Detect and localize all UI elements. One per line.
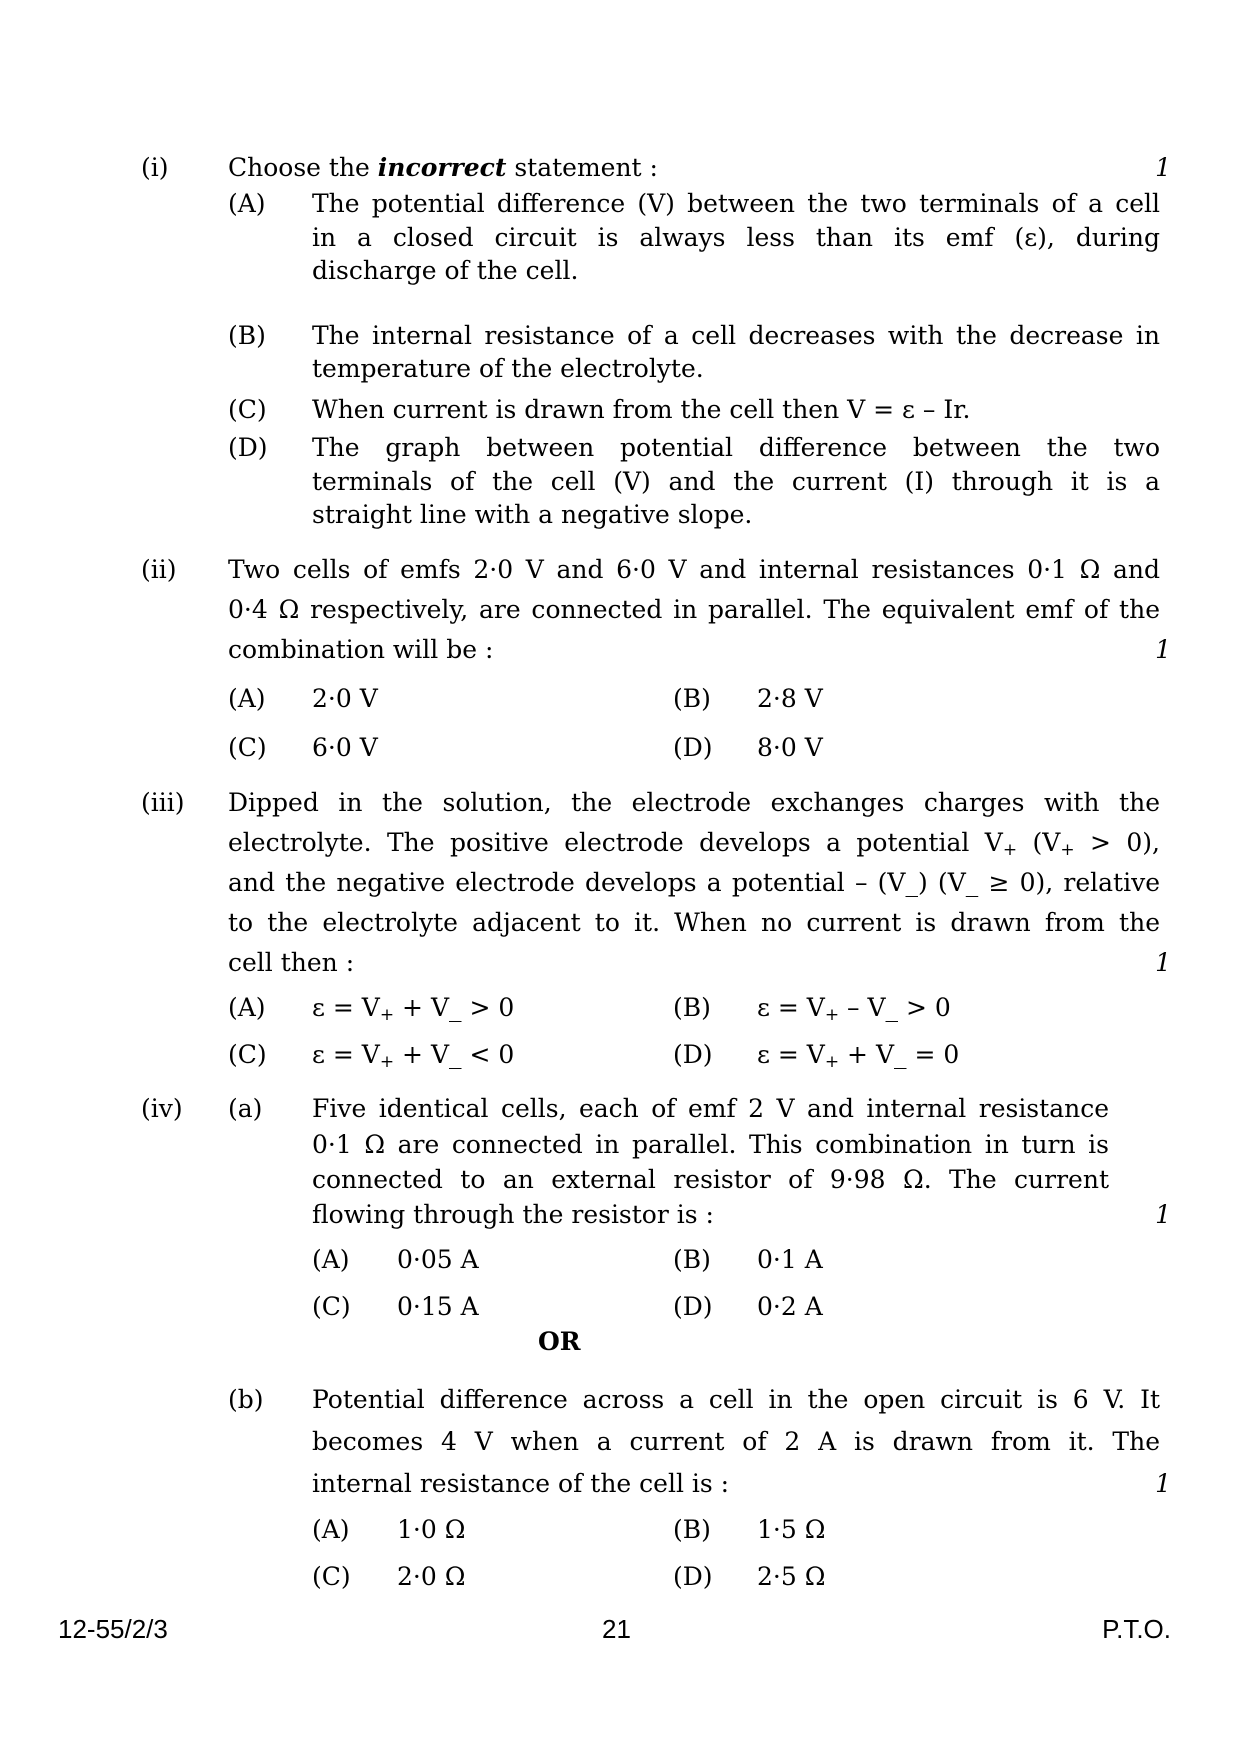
question-text: connected to an external resistor of 9·98 Ω. The current — [312, 1165, 1109, 1194]
question-text: 0·4 Ω respectively, are connected in parallel. The equivalent emf of the — [228, 595, 1160, 624]
option-label: (B) — [673, 1515, 711, 1544]
option-text: straight line with a negative slope. — [312, 500, 753, 529]
question-text: internal resistance of the cell is : — [312, 1469, 730, 1498]
emphasis-incorrect: incorrect — [377, 153, 507, 182]
option-label: (D) — [228, 433, 268, 462]
option-text: $\varepsilon = V_+$ + V_ = 0 — [757, 1040, 960, 1072]
option-text: in a closed circuit is always less than its emf (ε), during — [312, 223, 1160, 252]
question-text: to the electrolyte adjacent to it. When no current is drawn from the — [228, 908, 1160, 937]
option-text: $\varepsilon = V_+$ + V_ > 0 — [312, 993, 515, 1025]
option-text: 2·0 V — [312, 684, 378, 713]
option-label: (A) — [228, 993, 266, 1022]
option-label: (D) — [673, 1040, 713, 1069]
option-label: (B) — [673, 684, 711, 713]
paper-code: 12-55/2/3 — [58, 1614, 168, 1644]
question-text: becomes 4 V when a current of 2 A is drawn from it. The — [312, 1427, 1160, 1456]
question-number: (iv) — [141, 1094, 183, 1123]
option-text: 0·2 A — [757, 1292, 823, 1321]
option-label: (C) — [228, 733, 267, 762]
option-text: When current is drawn from the cell then V = ε – Ir. — [312, 395, 971, 424]
option-text: 2·5 Ω — [757, 1562, 826, 1591]
question-text: and the negative electrode develops a potential – (V_) (V_ ≥ 0), relative — [228, 868, 1160, 897]
option-text: 1·5 Ω — [757, 1515, 826, 1544]
question-text: flowing through the resistor is : — [312, 1200, 714, 1229]
option-label: (D) — [673, 1562, 713, 1591]
option-label: (A) — [228, 684, 266, 713]
subpart-label: (b) — [228, 1385, 264, 1414]
option-label: (C) — [228, 1040, 267, 1069]
option-label: (A) — [228, 189, 266, 218]
option-text: 0·1 A — [757, 1245, 823, 1274]
question-text: Dipped in the solution, the electrode exchanges charges with the — [228, 788, 1160, 817]
option-label: (C) — [312, 1292, 351, 1321]
option-text: 8·0 V — [757, 733, 823, 762]
option-label: (B) — [673, 1245, 711, 1274]
question-text: 0·1 Ω are connected in parallel. This combination in turn is — [312, 1130, 1109, 1159]
question-stem: Choose the incorrect statement : — [228, 153, 658, 182]
option-label: (D) — [673, 1292, 713, 1321]
question-mark: 1 — [1155, 635, 1171, 664]
option-text: temperature of the electrolyte. — [312, 354, 704, 383]
option-label: (B) — [673, 993, 711, 1022]
option-text: 6·0 V — [312, 733, 378, 762]
subpart-label: (a) — [228, 1094, 263, 1123]
option-label: (B) — [228, 321, 266, 350]
option-text: The potential difference (V) between the two terminals of a cell — [312, 189, 1160, 218]
option-text: discharge of the cell. — [312, 256, 579, 285]
question-mark: 1 — [1155, 948, 1171, 977]
option-text: 2·8 V — [757, 684, 823, 713]
question-text: Two cells of emfs 2·0 V and 6·0 V and internal resistances 0·1 Ω and — [228, 555, 1160, 584]
option-text: The internal resistance of a cell decreases with the decrease in — [312, 321, 1160, 350]
option-text: $\varepsilon = V_+$ + V_ < 0 — [312, 1040, 515, 1072]
question-text: cell then : — [228, 948, 355, 977]
question-number: (i) — [141, 153, 169, 182]
option-label: (C) — [312, 1562, 351, 1591]
question-text: Five identical cells, each of emf 2 V and internal resistance — [312, 1094, 1109, 1123]
option-label: (A) — [312, 1515, 350, 1544]
question-mark: 1 — [1155, 153, 1171, 182]
question-number: (iii) — [141, 788, 185, 817]
option-label: (C) — [228, 395, 267, 424]
option-text: 2·0 Ω — [397, 1562, 466, 1591]
or-separator: OR — [538, 1327, 581, 1356]
option-text: 1·0 Ω — [397, 1515, 466, 1544]
page-number: 21 — [602, 1614, 631, 1644]
question-number: (ii) — [141, 555, 177, 584]
option-text: 0·15 A — [397, 1292, 479, 1321]
option-text: $\varepsilon = V_+$ – V_ > 0 — [757, 993, 951, 1025]
option-text: The graph between potential difference between the two — [312, 433, 1160, 462]
option-text: 0·05 A — [397, 1245, 479, 1274]
question-text: Potential difference across a cell in the open circuit is 6 V. It — [312, 1385, 1160, 1414]
pto-label: P.T.O. — [1102, 1614, 1171, 1644]
question-text: combination will be : — [228, 635, 494, 664]
question-mark: 1 — [1155, 1200, 1171, 1229]
question-mark: 1 — [1155, 1469, 1171, 1498]
option-label: (A) — [312, 1245, 350, 1274]
question-text: electrolyte. The positive electrode develops a potential $V_+$ $(V_+ > 0)$, — [228, 828, 1160, 860]
option-label: (D) — [673, 733, 713, 762]
option-text: terminals of the cell (V) and the current (I) through it is a — [312, 467, 1160, 496]
